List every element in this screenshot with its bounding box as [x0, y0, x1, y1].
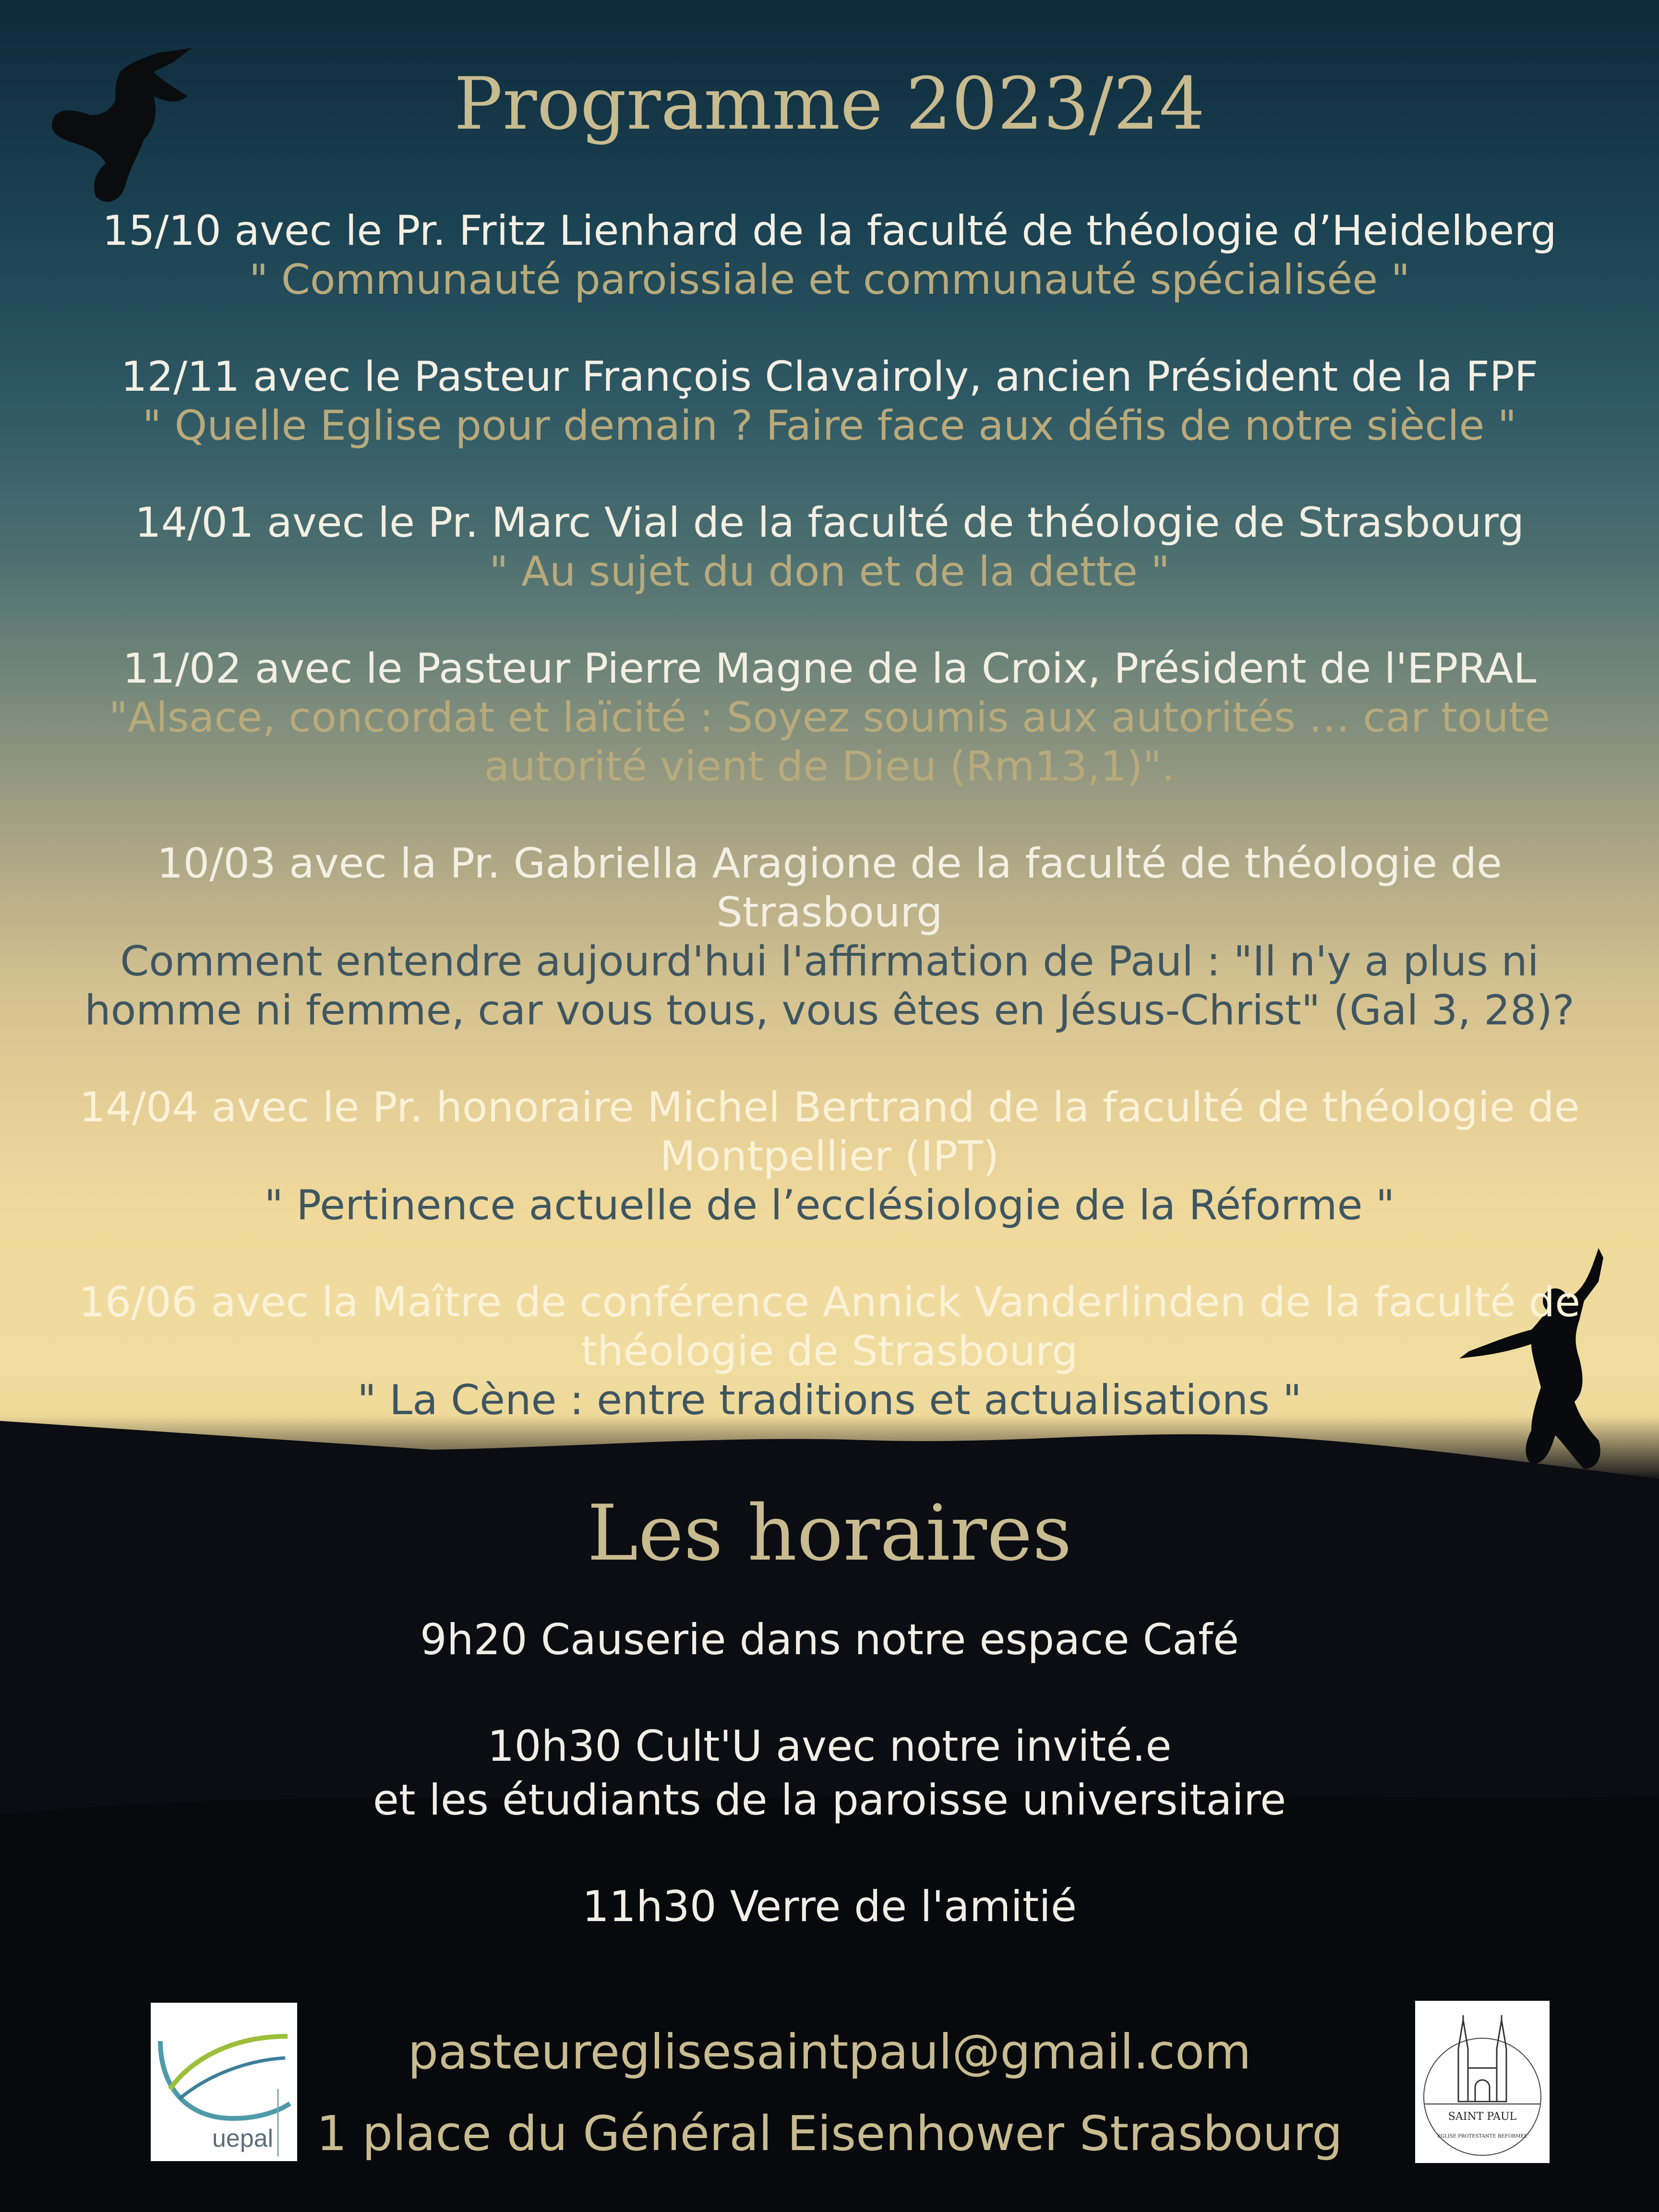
contact-address: 1 place du Général Eisenhower Strasbourg	[316, 2105, 1343, 2162]
event-topic: Comment entendre aujourd'hui l'affirmation de Paul : "Il n'y a plus ni homme ni femme, car vous tous, vous êtes en Jésus-Christ" (Gal 3, 28)?	[84, 938, 1575, 1034]
saint-paul-logo-text: SAINT PAUL	[1448, 2111, 1517, 2123]
event-item	[67, 206, 1592, 304]
event-item	[67, 498, 1592, 596]
event-item	[67, 1083, 1592, 1230]
events-list	[67, 206, 1592, 1473]
saint-paul-logo-graphic	[1415, 2001, 1550, 2163]
schedule-slot: 11h30 Verre de l'amitié	[582, 1882, 1077, 1931]
event-host: 16/06 avec la Maître de conférence Annick Vanderlinden de la faculté de théologie de Strasbourg	[78, 1278, 1581, 1375]
event-topic: " Quelle Eglise pour demain ? Faire face aux défis de notre siècle "	[142, 402, 1517, 450]
event-item	[67, 839, 1592, 1035]
schedule-list	[0, 1613, 1659, 1986]
saint-paul-logo-subtext: EGLISE PROTESTANTE REFORMEE	[1437, 2134, 1528, 2139]
event-topic: " Pertinence actuelle de l’ecclésiologie de la Réforme "	[264, 1181, 1395, 1229]
event-host: 14/01 avec le Pr. Marc Vial de la faculté de théologie de Strasbourg	[134, 499, 1525, 547]
event-item	[67, 644, 1592, 791]
uepal-logo-graphic	[151, 2003, 297, 2161]
event-topic: " La Cène : entre traditions et actualisations "	[357, 1376, 1302, 1424]
schedule-slot: 9h20 Causerie dans notre espace Café	[420, 1615, 1239, 1664]
uepal-logo-text: uepal	[212, 2125, 274, 2152]
event-host: 11/02 avec le Pasteur Pierre Magne de la Croix, Président de l'EPRAL	[122, 645, 1537, 693]
saint-paul-logo	[1415, 2001, 1550, 2163]
event-host: 12/11 avec le Pasteur François Clavairoly, ancien Président de la FPF	[120, 353, 1539, 401]
contact-email[interactable]: pasteureglisesaintpaul@gmail.com	[408, 2024, 1251, 2080]
event-topic: " Communauté paroissiale et communauté spécialisée "	[249, 256, 1410, 304]
uepal-logo	[151, 2003, 297, 2161]
event-item	[67, 1278, 1592, 1425]
event-topic: "Alsace, concordat et laïcité : Soyez soumis aux autorités … car toute autorité vient de Dieu (Rm13,1)".	[108, 694, 1551, 791]
schedule-slot-line: et les étudiants de la paroisse universitaire	[373, 1775, 1286, 1825]
event-host: 10/03 avec la Pr. Gabriella Aragione de la faculté de théologie de Strasbourg	[156, 840, 1503, 937]
schedule-title: Les horaires	[587, 1488, 1072, 1578]
event-item	[67, 352, 1592, 450]
programme-title: Programme 2023/24	[454, 62, 1205, 146]
event-host: 15/10 avec le Pr. Fritz Lienhard de la faculté de théologie d’Heidelberg	[102, 207, 1557, 255]
schedule-slot	[0, 1719, 1659, 1827]
event-topic: " Au sujet du don et de la dette "	[489, 548, 1170, 596]
schedule-slot-line: 10h30 Cult'U avec notre invité.e	[487, 1721, 1172, 1771]
event-host: 14/04 avec le Pr. honoraire Michel Bertrand de la faculté de théologie de Montpellier (IPT)	[79, 1083, 1580, 1180]
contact-block	[288, 2011, 1371, 2175]
